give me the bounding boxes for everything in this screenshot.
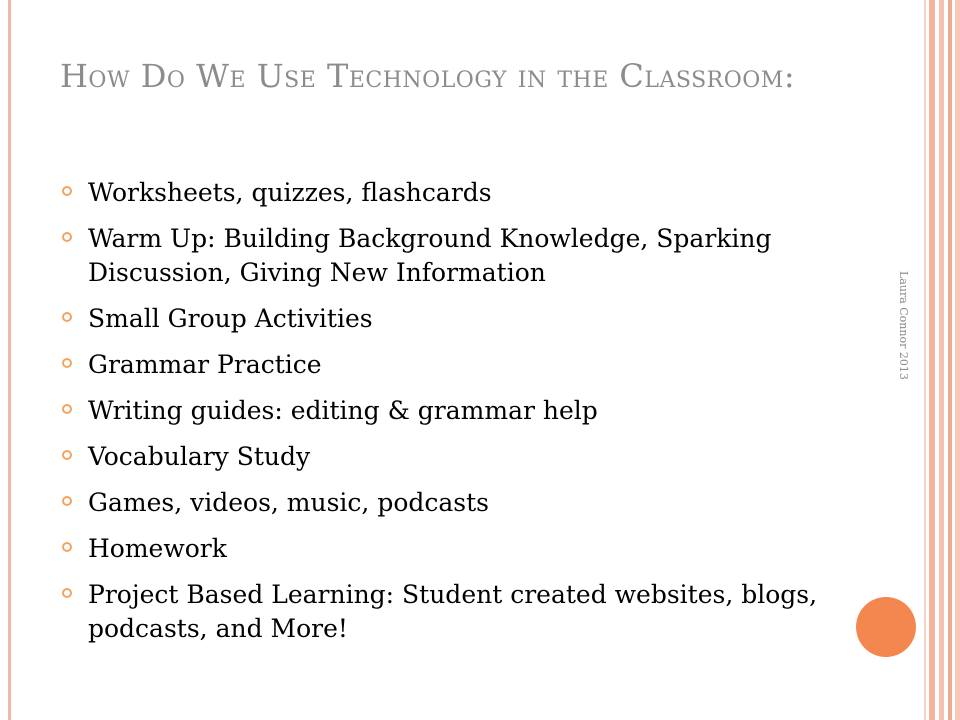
bullet-text: Homework [88,534,227,563]
stripe [955,0,960,720]
bullet-circle-icon [62,542,72,552]
bullet-item [62,394,862,428]
bullet-item [62,302,862,336]
bullet-circle-icon [62,450,72,460]
bullet-circle-icon [62,186,72,196]
orange-circle-decoration [856,597,916,657]
bullet-item [62,176,862,210]
bullet-text: Small Group Activities [88,304,373,333]
bullet-text: Worksheets, quizzes, flashcards [88,178,492,207]
stripe [924,0,926,720]
bullet-text: Games, videos, music, podcasts [88,488,489,517]
left-frame-line [8,0,11,720]
bullet-circle-icon [62,588,72,598]
slide-title: How Do We Use Technology in the Classroom: [60,57,796,95]
bullet-circle-icon [62,232,72,242]
bullet-circle-icon [62,312,72,322]
bullet-item [62,486,862,520]
bullet-list [62,176,862,658]
stripe [948,0,952,720]
bullet-item [62,532,862,566]
bullet-text: Grammar Practice [88,350,322,379]
bullet-item [62,222,862,290]
stripe [929,0,935,720]
bullet-circle-icon [62,358,72,368]
bullet-item [62,348,862,382]
author-credit: Laura Connor 2013 [897,270,910,380]
bullet-text: Writing guides: editing & grammar help [88,396,598,425]
bullet-item [62,440,862,474]
bullet-text: Vocabulary Study [88,442,311,471]
stripe [939,0,944,720]
bullet-text: Warm Up: Building Background Knowledge, Sparking Discussion, Giving New Information [88,224,772,287]
bullet-circle-icon [62,496,72,506]
bullet-item [62,578,862,646]
right-decorative-stripes [918,0,960,720]
bullet-text: Project Based Learning: Student created websites, blogs, podcasts, and More! [88,580,818,643]
bullet-circle-icon [62,404,72,414]
